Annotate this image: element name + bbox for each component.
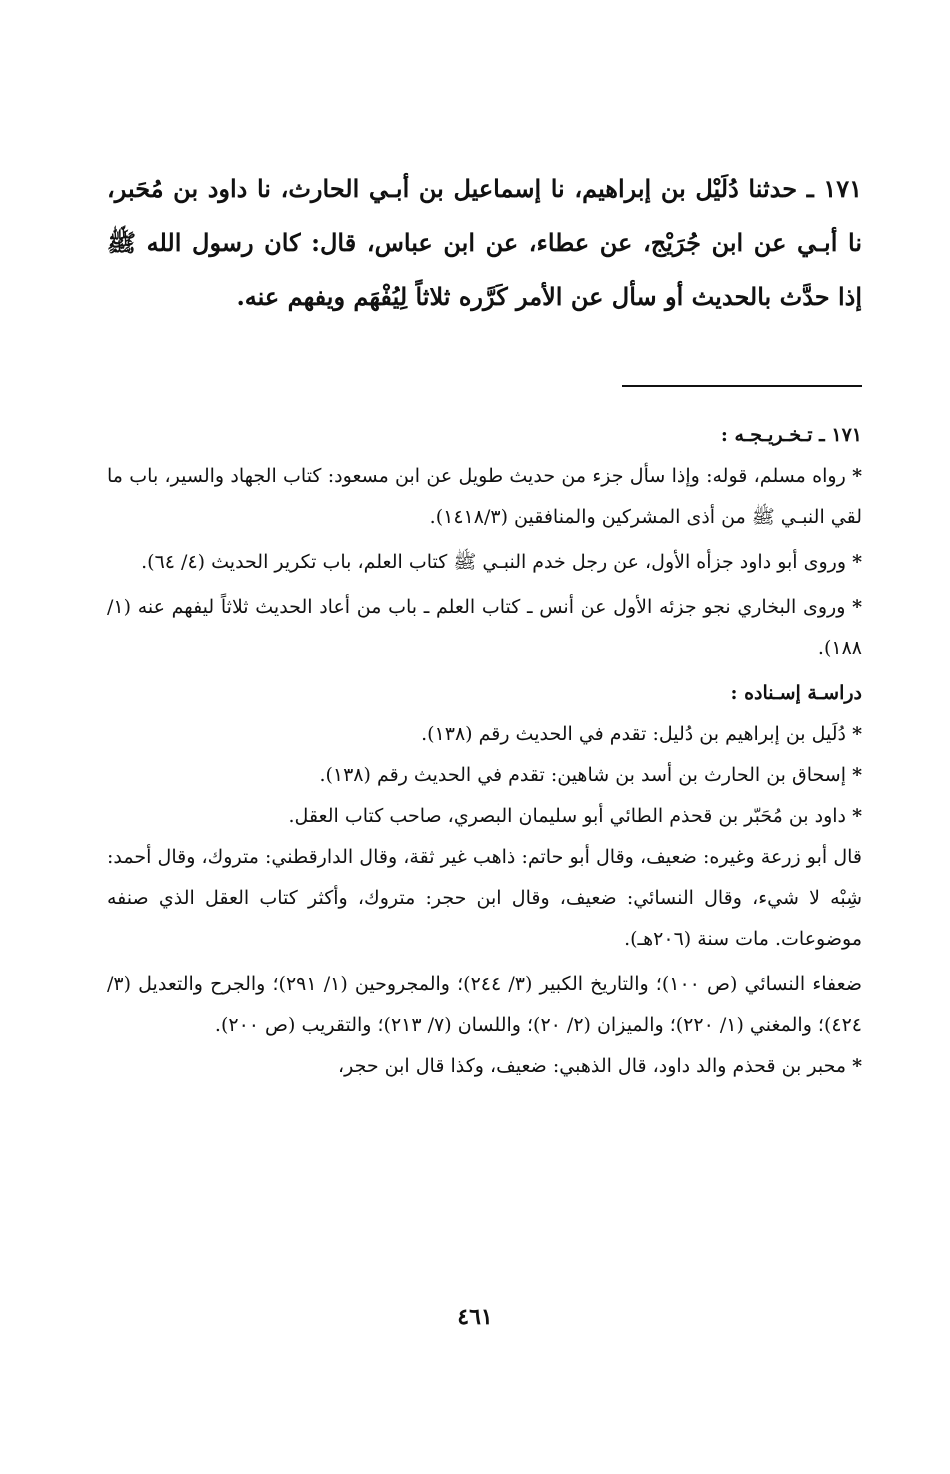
dirasa-item-text: دُلَيل بن إبراهيم بن دُليل: تقدم في الحديث رقم (١٣٨). xyxy=(421,723,847,745)
bullet-star-icon: * xyxy=(852,805,862,827)
takhrij-item-text: وروى أبو داود جزأه الأول، عن رجل خدم النبـي ﷺ كتاب العلم، باب تكرير الحديث (٤/ ٦٤). xyxy=(141,551,847,573)
takhrij-dash: ـ xyxy=(819,424,825,446)
bullet-star-icon: * xyxy=(852,551,862,573)
takhrij-item xyxy=(107,542,862,583)
takhrij-item-text: رواه مسلم، قوله: وإذا سأل جزء من حديث طويل عن ابن مسعود: كتاب الجهاد والسير، باب ما لقي النبـي ﷺ من أذى المشركين والمنافقين (١٤١٨/٣). xyxy=(107,465,862,528)
takhrij-item xyxy=(107,456,862,538)
dirasa-item xyxy=(107,1046,862,1087)
hadith-dash: ـ xyxy=(806,174,814,203)
bullet-star-icon: * xyxy=(852,723,862,745)
bullet-star-icon: * xyxy=(852,1055,862,1077)
dirasa-item xyxy=(107,796,862,837)
bullet-star-icon: * xyxy=(852,764,862,786)
takhrij-number: ١٧١ xyxy=(831,424,862,446)
dirasa-item xyxy=(107,755,862,796)
dirasa-item xyxy=(107,714,862,755)
footnote-divider xyxy=(622,385,862,387)
narrator-assessment-paragraph: قال أبو زرعة وغيره: ضعيف، وقال أبو حاتم: ذاهب غير ثقة، وقال الدارقطني: متروك، وقال أحمد: شِبْه لا شيء، وقال النسائي: ضعيف، وقال ابن حجر: متروك، وأكثر كتاب العقل الذي صنفه موضوعات. مات سنة (٢٠٦هـ). xyxy=(107,846,862,950)
dirasa-heading: دراسـة إسـناده : xyxy=(730,682,862,704)
hadith-body: حدثنا دُلَيْل بن إبراهيم، نا إسماعيل بن أبـي الحارث، نا داود بن مُحَبر، نا أبـي عن ابن جُرَيْج، عن عطاء، عن ابن عباس، قال: كان رسول الله ﷺ إذا حدَّث بالحديث أو سأل عن الأمر كَرَّره ثلاثاً لِيُفْهَم ويفهم عنه. xyxy=(107,174,862,311)
bullet-star-icon: * xyxy=(852,596,862,618)
bullet-star-icon: * xyxy=(852,465,862,487)
dirasa-item-text: محبر بن قحذم والد داود، قال الذهبي: ضعيف، وكذا قال ابن حجر، xyxy=(338,1055,847,1077)
dirasa-item-text: إسحاق بن الحارث بن أسد بن شاهين: تقدم في الحديث رقم (١٣٨). xyxy=(319,764,847,786)
hadith-number: ١٧١ xyxy=(823,174,862,203)
hadith-text-block xyxy=(107,162,862,324)
dirasa-item-text: داود بن مُحَبّر بن قحذم الطائي أبو سليمان البصري، صاحب كتاب العقل. xyxy=(288,805,847,827)
footnotes-section xyxy=(107,415,862,1087)
takhrij-item xyxy=(107,587,862,669)
takhrij-item-text: وروى البخاري نجو جزئه الأول عن أنس ـ كتاب العلم ـ باب من أعاد الحديث ثلاثاً ليفهم عنه (١/ ١٨٨). xyxy=(107,596,862,659)
references-paragraph: ضعفاء النسائي (ص ١٠٠)؛ والتاريخ الكبير (٣/ ٢٤٤)؛ والمجروحين (١/ ٢٩١)؛ والجرح والتعديل (٣/ ٤٢٤)؛ والمغني (١/ ٢٢٠)؛ والميزان (٢/ ٢٠)؛ واللسان (٧/ ٢١٣)؛ والتقريب (ص ٢٠٠). xyxy=(107,973,862,1036)
takhrij-heading xyxy=(107,415,862,456)
page-number: ٤٦١ xyxy=(457,1304,493,1330)
takhrij-title: تـخـريـجـه : xyxy=(720,424,813,446)
